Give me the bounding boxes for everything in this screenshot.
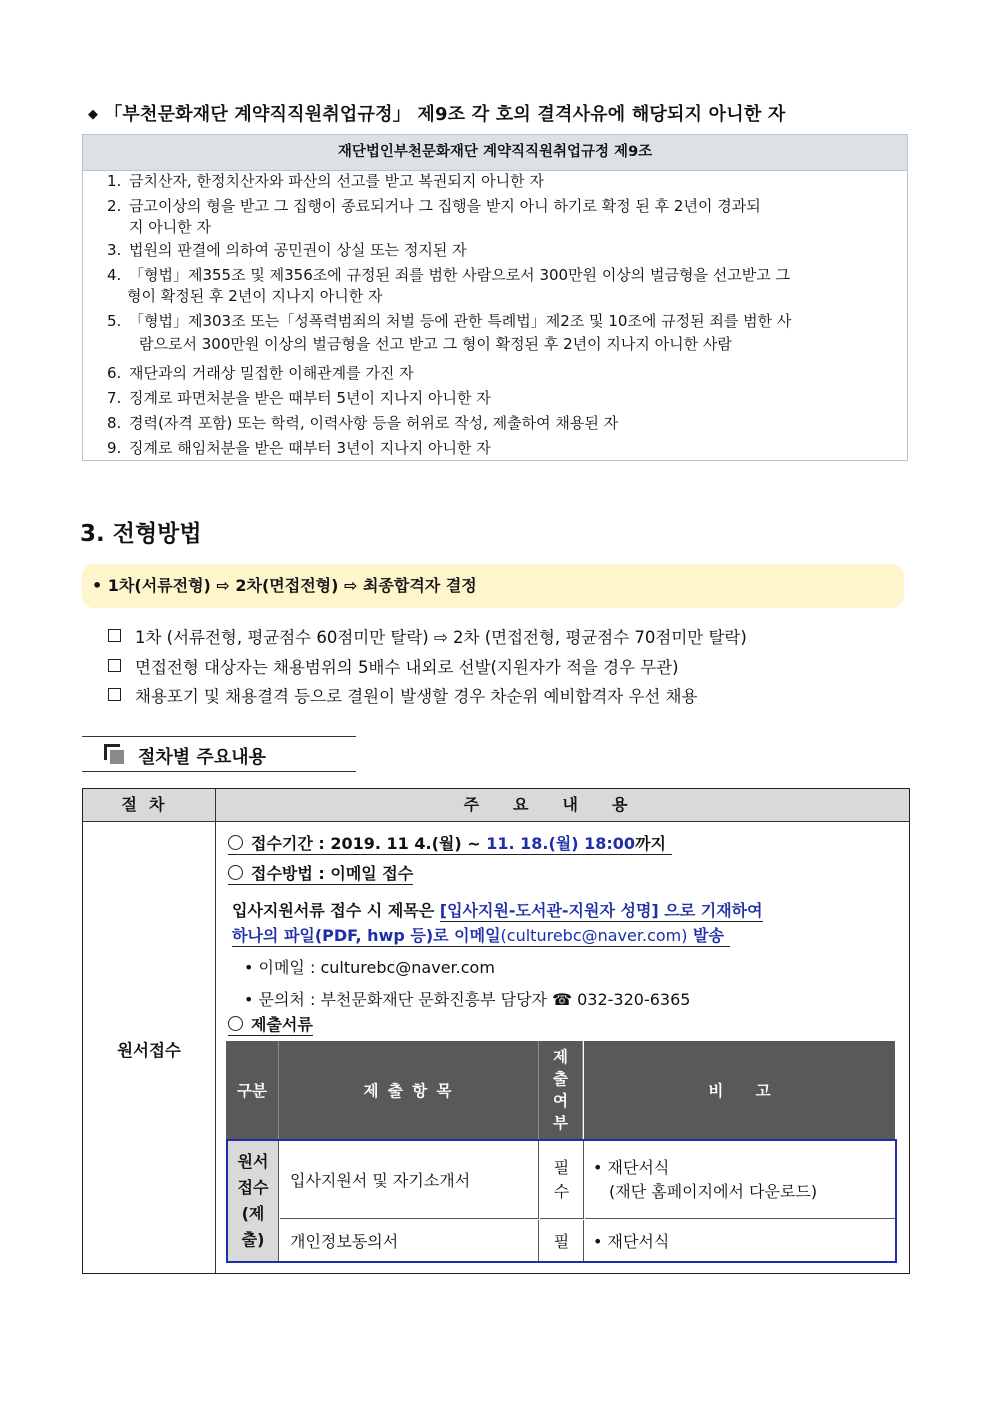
regulation-item-9: 9. 징계로 해임처분을 받은 때부터 3년이 지나지 아니한 자 — [107, 439, 491, 457]
docs-header-note: 비 고 — [584, 1041, 895, 1139]
process-text: • 1차(서류전형) ⇨ 2차(면접전형) ⇨ 최종합격자 결정 — [92, 576, 477, 595]
regulation-box — [82, 134, 908, 461]
application-method: 접수방법 : 이메일 접수 — [228, 861, 413, 884]
checklist-item: 채용포기 및 채용결격 등으로 결원이 발생할 경우 차순위 예비합격자 우선 채용 — [108, 683, 747, 713]
documents-title: 제출서류 — [228, 1012, 313, 1035]
circle-bullet-icon — [228, 865, 243, 880]
docs-note-cell: • 재단서식 (재단 홈페이지에서 다운로드) — [585, 1141, 895, 1219]
email-attachment-notice: 하나의 파일(PDF, hwp 등)로 이메일(culturebc@naver.com) 발송 — [232, 923, 730, 946]
regulation-item-6: 6. 재단과의 거래상 밀접한 이해관계를 가진 자 — [107, 364, 414, 382]
regulation-item-7: 7. 징계로 파면처분을 받은 때부터 5년이 지나지 아니한 자 — [107, 389, 491, 407]
circle-bullet-icon — [228, 835, 243, 850]
checkbox-square-icon — [108, 629, 121, 642]
docs-header-submit: 제출여부 — [539, 1041, 583, 1139]
checklist-item: 1차 (서류전형, 평균점수 60점미만 탈락) ⇨ 2차 (면접전형, 평균점수 70점미만 탈락) — [108, 624, 747, 654]
email-subject-notice: 입사지원서류 접수 시 제목은 [입사지원-도서관-지원자 성명] 으로 기재하여 — [232, 901, 763, 920]
contact-phone: • 문의처 : 부천문화재단 문화진흥부 담당자 ☎ 032-320-6365 — [244, 990, 691, 1009]
checklist-item: 면접전형 대상자는 채용범위의 5배수 내외로 선발(지원자가 적을 경우 무관) — [108, 654, 747, 684]
procedure-table — [82, 788, 910, 1274]
corner-square-icon — [104, 744, 124, 764]
diamond-bullet-icon: ◆ — [88, 107, 99, 122]
docs-header-category: 구분 — [226, 1041, 279, 1139]
section-title: 3. 전형방법 — [80, 521, 202, 547]
documents-table — [226, 1041, 895, 1260]
docs-required-cell: 필 — [540, 1220, 584, 1261]
regulation-item-2: 2. 금고이상의 형을 받고 그 집행이 종료되거나 그 집행을 받지 아니 하기로 확정 된 후 2년이 경과되 지 아니한 자 — [107, 197, 761, 236]
docs-group-cell: 원서접수(제출) — [228, 1141, 279, 1261]
regulation-item-1: 1. 금치산자, 한정치산자와 파산의 선고를 받고 복권되지 아니한 자 — [107, 172, 544, 190]
regulation-item-8: 8. 경력(자격 포함) 또는 학력, 이력사항 등을 허위로 작성, 제출하여 채용된 자 — [107, 414, 619, 432]
docs-required-cell: 필수 — [540, 1141, 584, 1219]
selection-checklist — [108, 624, 747, 713]
docs-item-cell: 입사지원서 및 자기소개서 — [280, 1141, 539, 1219]
circle-bullet-icon — [228, 1016, 243, 1031]
docs-item-cell: 개인정보동의서 — [280, 1220, 539, 1261]
checkbox-square-icon — [108, 688, 121, 701]
application-period: 접수기간 : 2019. 11 4.(월) ~ 11. 18.(월) 18:00까지 — [228, 831, 672, 854]
regulation-title: 재단법인부천문화재단 계약직직원취업규정 제9조 — [83, 135, 907, 171]
subsection-heading: 절차별 주요내용 — [82, 736, 356, 772]
docs-header-item: 제 출 항 목 — [279, 1041, 539, 1139]
docs-note-cell: • 재단서식 — [593, 1232, 670, 1251]
checkbox-square-icon — [108, 659, 121, 672]
process-banner — [82, 564, 904, 608]
regulation-item-3: 3. 법원의 판결에 의하여 공민권이 상실 또는 정지된 자 — [107, 241, 467, 259]
docs-body — [226, 1139, 897, 1263]
procedure-content-cell — [216, 822, 909, 1273]
regulation-item-5: 5. 「형법」제303조 또는「성폭력범죄의 처벌 등에 관한 특례법」제2조 및 10조에 규정된 죄를 범한 사 람으로서 300만원 이상의 벌금형을 선고 받고 그 형이 확정된 후 2년이 지나지 아니한 사람 — [107, 312, 792, 353]
regulation-item-4: 4. 「형법」제355조 및 제356조에 규정된 죄를 범한 사람으로서 300만원 이상의 벌금형을 선고받고 그 형이 확정된 후 2년이 지나지 아니한 자 — [107, 266, 791, 305]
contact-email: • 이메일 : culturebc@naver.com — [244, 958, 495, 977]
procedure-table-header: 절차 주요내용 — [83, 789, 909, 822]
procedure-label-cell: 원서접수 — [83, 822, 216, 1273]
eligibility-heading: ◆ 「부천문화재단 계약직직원취업규정」 제9조 각 호의 결격사유에 해당되지 아니한 자 — [88, 104, 786, 125]
